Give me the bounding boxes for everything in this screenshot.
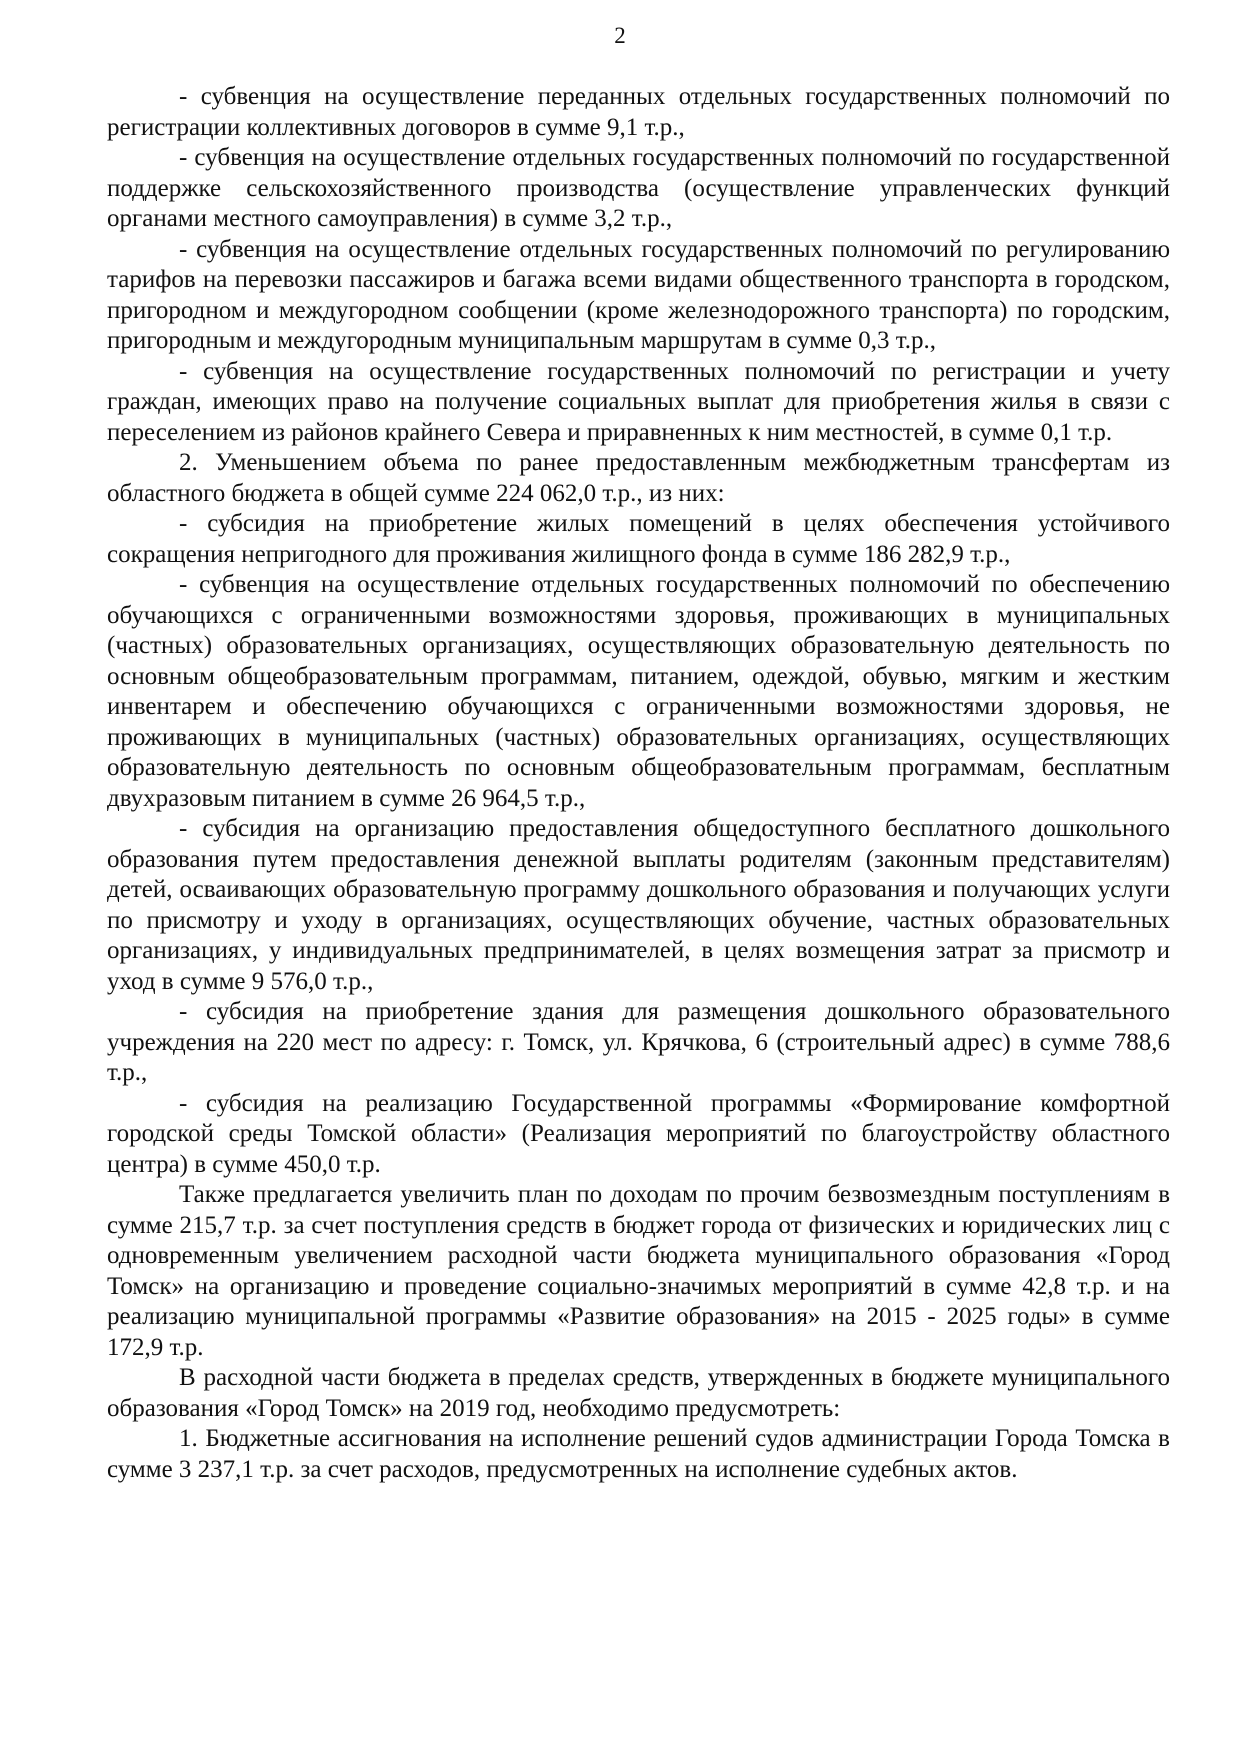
- paragraph-subvention-agriculture: - субвенция на осуществление отдельных государственных полномочий по государственной поддержке сельскохозяйственного производства (осуществление управленческих функций органами местного самоуправления) в сумме 3,2 т.р.,: [107, 144, 1170, 232]
- paragraph-subvention-collective-agreements: - субвенция на осуществление переданных отдельных государственных полномочий по регистрации коллективных договоров в сумме 9,1 т.р.,: [107, 83, 1170, 141]
- paragraph-income-increase: Также предлагается увеличить план по доходам по прочим безвозмездным поступлениям в сумме 215,7 т.р. за счет поступления средств в бюджет города от физических и юридических лиц с одновременным увеличением расходной части бюджета муниципального образования «Город Томск» на организацию и проведение социально-значимых мероприятий в сумме 42,8 т.р. и на реализацию муниципальной программы «Развитие образования» на 2015 - 2025 годы» в сумме 172,9 т.р.: [107, 1181, 1170, 1361]
- page-number: 2: [614, 23, 626, 48]
- paragraph-subvention-students-health: - субвенция на осуществление отдельных государственных полномочий по обеспечению обучающихся с ограниченными возможностями здоровья, проживающих в муниципальных (частных) образовательных организациях, осуществляющих образовательную деятельность по основным общеобразовательным программам, питанием, одеждой, обувью, мягким и жестким инвентарем и обеспечению обучающихся с ограниченными возможностями здоровья, не проживающих в муниципальных (частных) образовательных организациях, осуществляющих образовательную деятельность по основным общеобразовательным программам, бесплатным двухразовым питанием в сумме 26 964,5 т.р.,: [107, 571, 1170, 812]
- paragraph-subsidy-preschool-payment: - субсидия на организацию предоставления общедоступного бесплатного дошкольного образования путем предоставления денежной выплаты родителям (законным представителям) детей, осваивающих образовательную программу дошкольного образования и получающих услуги по присмотру и уходу в организациях, осуществляющих обучение, частных образовательных организациях, у индивидуальных предпринимателей, в целях возмещения затрат за присмотр и уход в сумме 9 576,0 т.р.,: [107, 815, 1170, 995]
- paragraph-subvention-transport-tariffs: - субвенция на осуществление отдельных государственных полномочий по регулированию тарифов на перевозки пассажиров и багажа всеми видами общественного транспорта в городском, пригородном и междугородном сообщении (кроме железнодорожного транспорта) по городским, пригородным и междугородным муниципальным маршрутам в сумме 0,3 т.р.,: [107, 235, 1170, 354]
- paragraph-expenditure-intro: В расходной части бюджета в пределах средств, утвержденных в бюджете муниципального образования «Город Томск» на 2019 год, необходимо предусмотреть:: [107, 1364, 1170, 1422]
- paragraph-transfer-reduction: 2. Уменьшением объема по ранее предоставленным межбюджетным трансфертам из областного бюджета в общей сумме 224 062,0 т.р., из них:: [107, 449, 1170, 507]
- document-body: [107, 82, 1170, 1485]
- paragraph-subsidy-housing: - субсидия на приобретение жилых помещений в целях обеспечения устойчивого сокращения непригодного для проживания жилищного фонда в сумме 186 282,9 т.р.,: [107, 510, 1170, 568]
- paragraph-subvention-north-resettlement: - субвенция на осуществление государственных полномочий по регистрации и учету граждан, имеющих право на получение социальных выплат для приобретения жилья в связи с переселением из районов крайнего Севера и приравненных к ним местностей, в сумме 0,1 т.р.: [107, 357, 1170, 446]
- paragraph-subsidy-urban-environment: - субсидия на реализацию Государственной программы «Формирование комфортной городской среды Томской области» (Реализация мероприятий по благоустройству областного центра) в сумме 450,0 т.р.: [107, 1089, 1170, 1178]
- paragraph-court-decisions: 1. Бюджетные ассигнования на исполнение решений судов администрации Города Томска в сумме 3 237,1 т.р. за счет расходов, предусмотренных на исполнение судебных актов.: [107, 1425, 1170, 1483]
- paragraph-subsidy-preschool-building: - субсидия на приобретение здания для размещения дошкольного образовательного учреждения на 220 мест по адресу: г. Томск, ул. Крячкова, 6 (строительный адрес) в сумме 788,6 т.р.,: [107, 998, 1170, 1086]
